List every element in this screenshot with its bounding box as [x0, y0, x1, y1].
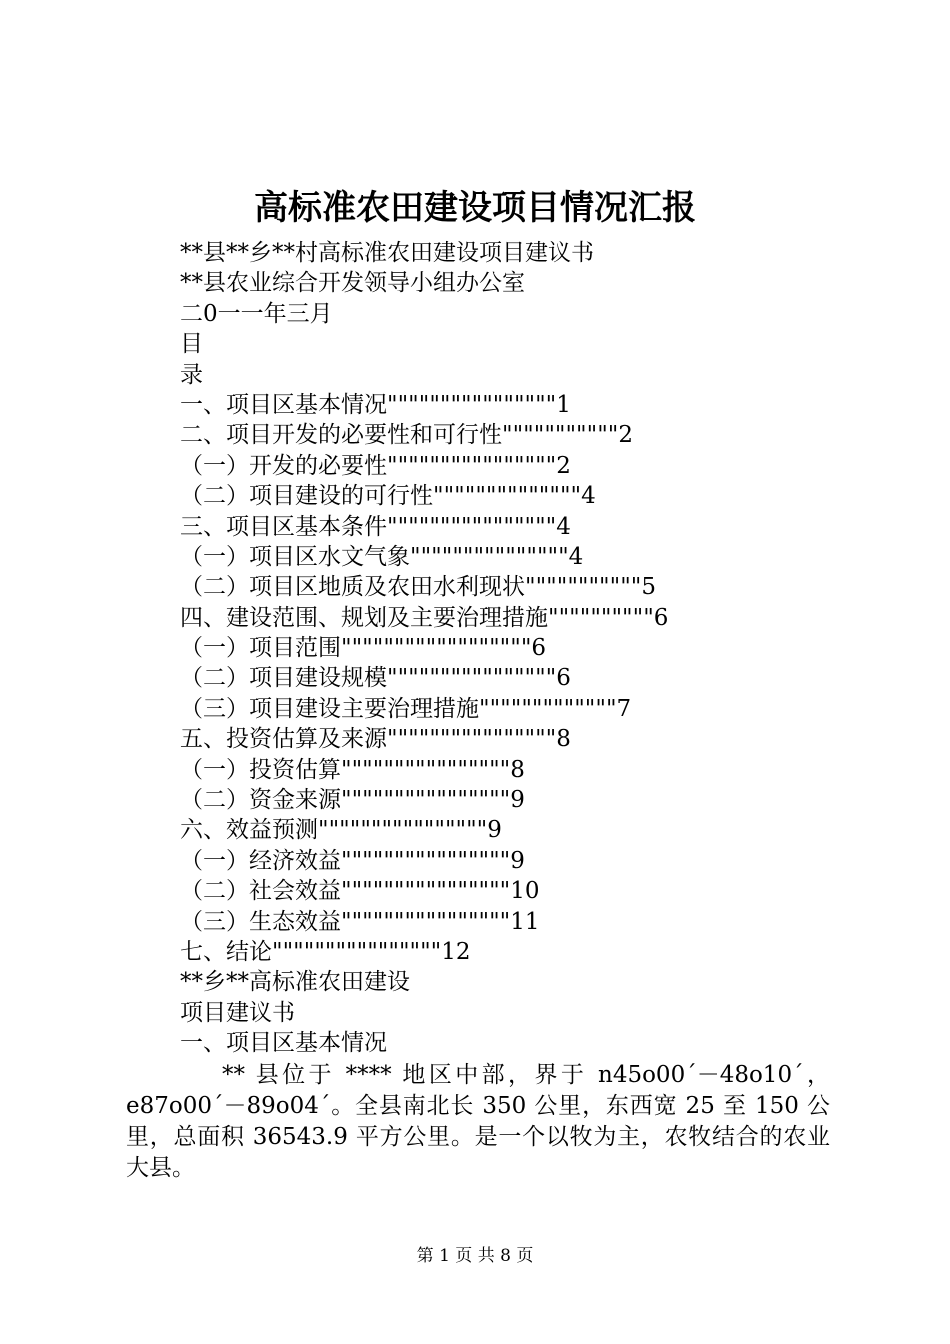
toc-entry: 七、结论""""""""""""""""12 [180, 938, 471, 965]
toc-entry: （二）社会效益""""""""""""""""10 [180, 878, 540, 905]
section-heading: 一、项目区基本情况 [180, 1030, 387, 1057]
toc-entry: （一）经济效益""""""""""""""""9 [180, 847, 525, 874]
toc-entry: （一）项目区水文气象"""""""""""""""4 [180, 543, 584, 570]
toc-entry: 六、效益预测""""""""""""""""9 [180, 817, 502, 844]
text-line: **乡**高标准农田建设 [180, 969, 410, 996]
toc-entry: 三、项目区基本条件""""""""""""""""4 [180, 513, 571, 540]
paragraph-text: ** 县位于 **** 地区中部，界于 n45o00´－48o10´，e87o00´－89o04´。全县南北长 350 公里，东西宽 25 至 150 公里，总面积 36543.9 平方公里。是一个以牧为主，农牧结合的农业大县。 [126, 1062, 830, 1181]
text-line: **县**乡**村高标准农田建设项目建议书 [180, 240, 594, 266]
toc-entry: （三）项目建设主要治理措施"""""""""""""7 [180, 695, 632, 722]
toc-entry: 四、建设范围、规划及主要治理措施""""""""""6 [180, 604, 669, 631]
toc-entry: （二）项目建设规模""""""""""""""""6 [180, 665, 571, 692]
toc-entry: （一）投资估算""""""""""""""""8 [180, 756, 525, 783]
toc-entry: 一、项目区基本情况""""""""""""""""1 [180, 391, 571, 418]
toc-entry: （二）项目建设的可行性""""""""""""""4 [180, 483, 596, 510]
text-line: 录 [180, 361, 203, 388]
text-line: 目 [180, 331, 203, 358]
toc-entry: 二、项目开发的必要性和可行性"""""""""""2 [180, 422, 634, 449]
text-line: **县农业综合开发领导小组办公室 [180, 270, 525, 297]
document-lines [180, 238, 840, 1059]
text-line: 项目建议书 [180, 999, 295, 1026]
toc-entry: （二）资金来源""""""""""""""""9 [180, 787, 525, 814]
toc-entry: （二）项目区地质及农田水利现状"""""""""""5 [180, 574, 657, 601]
body-paragraph [126, 1060, 830, 1184]
text-line: 二0一一年三月 [180, 300, 333, 327]
toc-entry: （一）开发的必要性""""""""""""""""2 [180, 452, 571, 479]
document-title: 高标准农田建设项目情况汇报 [254, 188, 696, 228]
toc-entry: （三）生态效益""""""""""""""""11 [180, 908, 540, 935]
page-footer: 第 1 页 共 8 页 [416, 1246, 534, 1266]
toc-entry: （一）项目范围""""""""""""""""""6 [180, 635, 547, 662]
toc-entry: 五、投资估算及来源""""""""""""""""8 [180, 726, 571, 753]
